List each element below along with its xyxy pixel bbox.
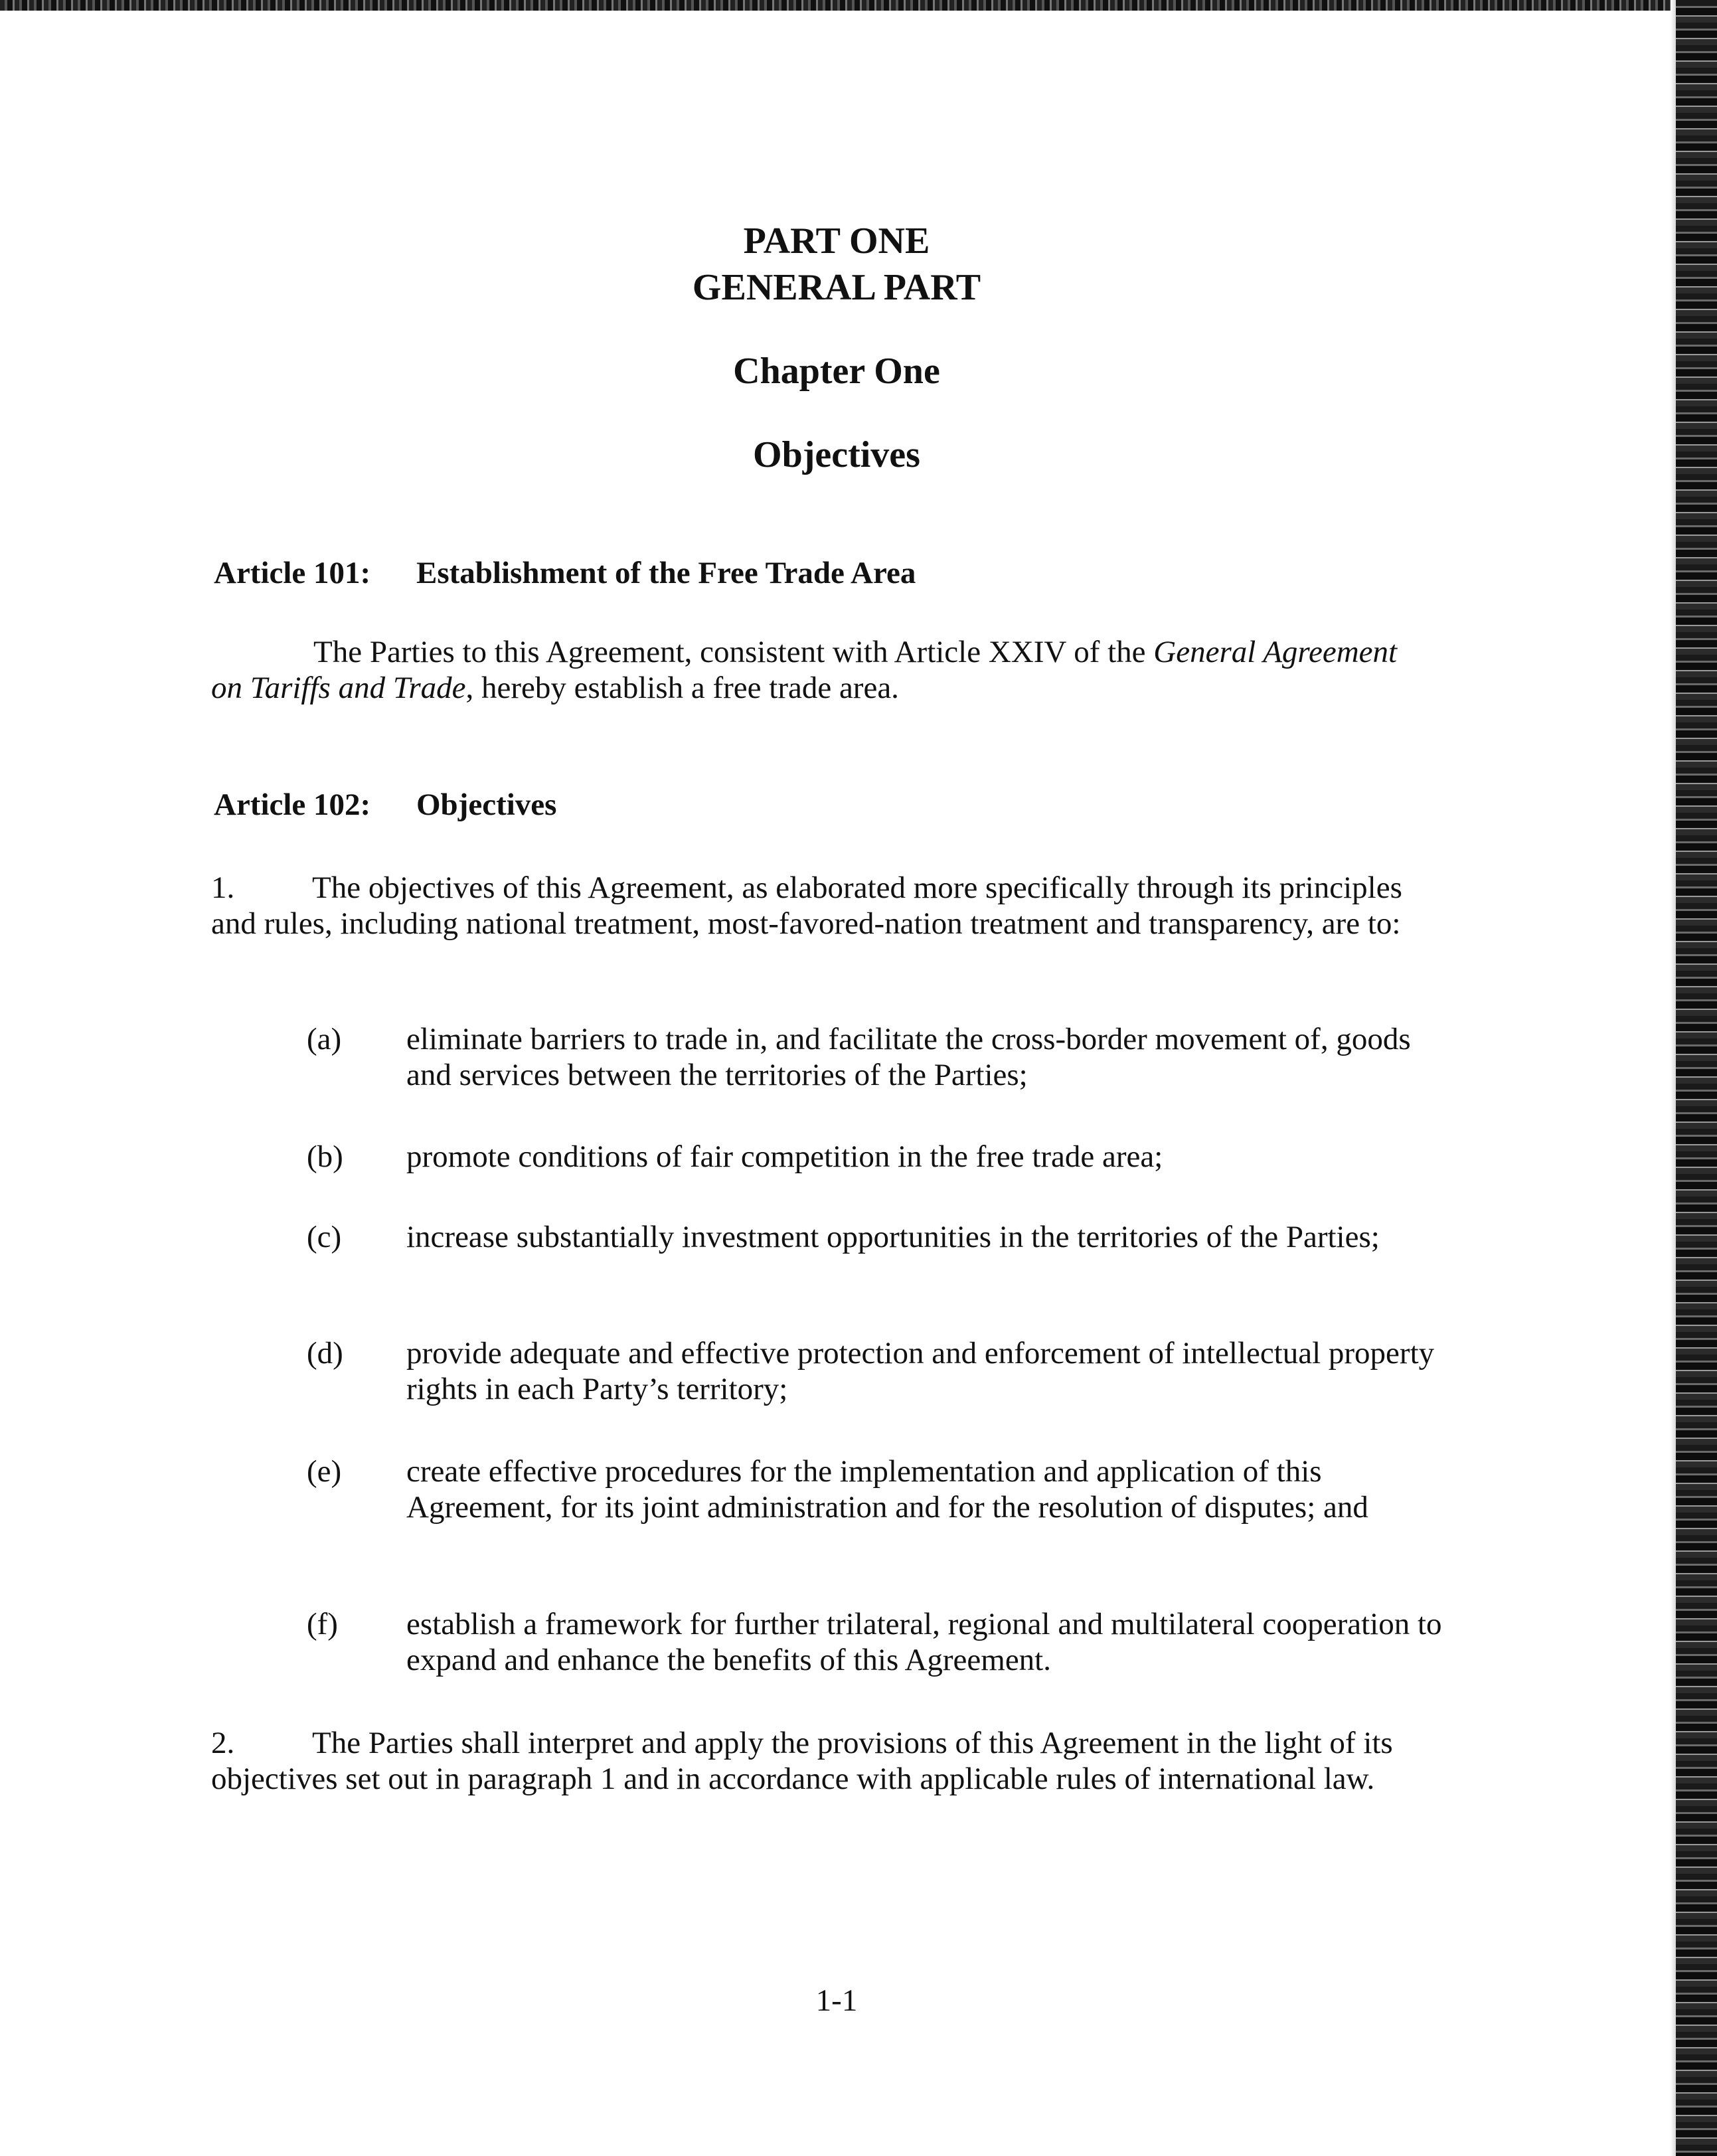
- article-102-paragraph-1: [211, 870, 1406, 942]
- objective-item-b: [307, 1139, 1449, 1175]
- article-102-number: Article 102:: [214, 788, 371, 822]
- article-102-title: Objectives: [416, 788, 557, 822]
- objective-item-e: [307, 1453, 1449, 1525]
- paragraph-2-text: The Parties shall interpret and apply the provisions of this Agreement in the light of its objectives set out in paragraph 1 and in accordance with applicable rules of international law.: [211, 1726, 1393, 1796]
- item-label: (c): [307, 1220, 342, 1254]
- page-number: 1-1: [815, 1983, 858, 2018]
- part-title: GENERAL PART: [692, 267, 981, 308]
- objective-item-f: [307, 1606, 1449, 1678]
- article-101-heading: [214, 554, 916, 592]
- item-text: establish a framework for further trilateral, regional and multilateral cooperation to expand and enhance the benefits of this Agreement.: [406, 1607, 1442, 1677]
- objective-item-d: [307, 1335, 1449, 1407]
- article-101-text-after: , hereby establish a free trade area.: [465, 671, 899, 705]
- gatt-title: General Agreement on Tariffs and Trade: [211, 635, 1398, 705]
- objective-item-c: [307, 1219, 1449, 1255]
- item-text: increase substantially investment opportunities in the territories of the Parties;: [406, 1220, 1380, 1254]
- chapter-heading: Chapter One: [733, 351, 940, 392]
- part-heading: [0, 218, 1673, 311]
- item-label: (b): [307, 1139, 343, 1174]
- item-label: (f): [307, 1607, 338, 1641]
- paragraph-1-number: 1.: [211, 871, 235, 905]
- objective-item-a: [307, 1021, 1449, 1093]
- item-label: (d): [307, 1336, 343, 1370]
- article-101-text-before: The Parties to this Agreement, consistent with Article XXIV of the: [313, 635, 1154, 669]
- item-text: promote conditions of fair competition in the free trade area;: [406, 1139, 1163, 1174]
- item-text: eliminate barriers to trade in, and facilitate the cross-border movement of, goods and services between the territories of the Parties;: [406, 1022, 1411, 1092]
- item-label: (a): [307, 1022, 342, 1056]
- scan-border-right: [1676, 0, 1717, 2156]
- article-101-number: Article 101:: [214, 556, 371, 590]
- article-101-title: Establishment of the Free Trade Area: [416, 556, 916, 590]
- article-101-paragraph: [211, 634, 1406, 706]
- scan-shadow-right: [1671, 0, 1676, 2156]
- item-label: (e): [307, 1454, 342, 1489]
- article-102-paragraph-2: [211, 1725, 1406, 1797]
- paragraph-1-text: The objectives of this Agreement, as elaborated more specifically through its principles and rules, including national treatment, most-favored-nation treatment and transparency, are to:: [211, 871, 1402, 941]
- paragraph-2-number: 2.: [211, 1726, 235, 1760]
- item-text: create effective procedures for the implementation and application of this Agreement, for its joint administration and for the resolution of disputes; and: [406, 1454, 1368, 1525]
- chapter-title: Objectives: [753, 434, 920, 475]
- article-102-heading: [214, 786, 556, 824]
- part-label: PART ONE: [743, 220, 930, 262]
- item-text: provide adequate and effective protection and enforcement of intellectual property rights in each Party’s territory;: [406, 1336, 1435, 1406]
- scan-border-top: [0, 0, 1717, 11]
